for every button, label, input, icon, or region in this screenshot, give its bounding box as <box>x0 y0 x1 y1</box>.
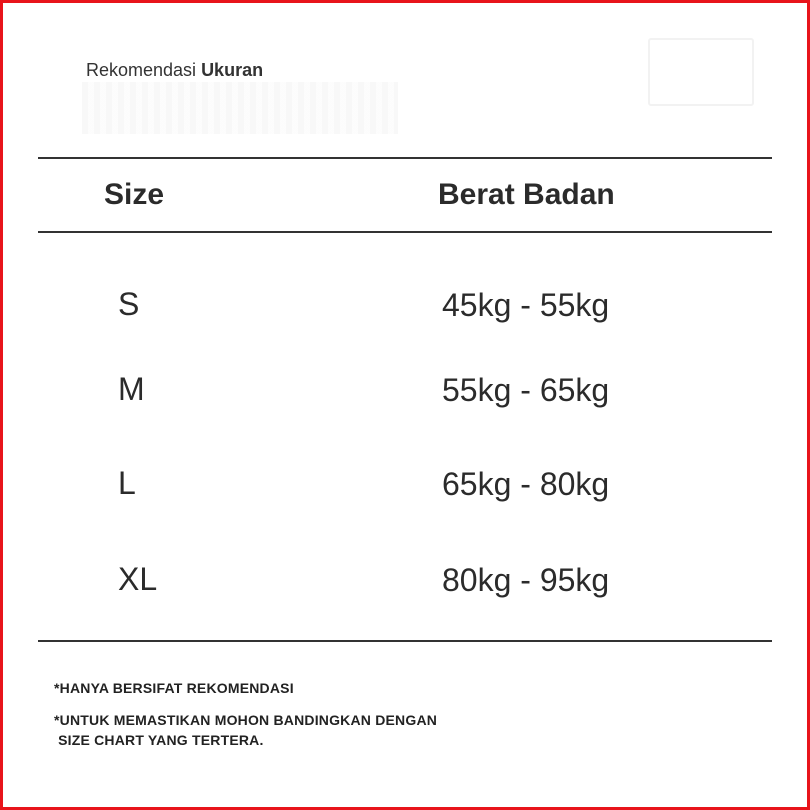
note-compare-size-chart: *UNTUK MEMASTIKAN MOHON BANDINGKAN DENGAN SIZE CHART YANG TERTERA. <box>54 712 438 748</box>
size-cell-s: S <box>118 286 140 322</box>
column-header-weight: Berat Badan <box>438 178 615 211</box>
weight-cell-s: 45kg - 55kg <box>442 287 610 323</box>
size-cell-m: M <box>118 371 145 407</box>
title-normal: Rekomendasi <box>86 60 202 80</box>
table-top-rule <box>38 157 772 159</box>
weight-cell-l: 65kg - 80kg <box>442 466 610 502</box>
faded-brand-image <box>82 82 398 134</box>
weight-cell-xl: 80kg - 95kg <box>442 562 610 598</box>
page-title <box>86 60 263 81</box>
header-bottom-rule <box>38 231 772 233</box>
size-cell-xl: XL <box>118 561 158 597</box>
table-bottom-rule <box>38 640 772 642</box>
column-header-size: Size <box>104 178 165 211</box>
size-cell-l: L <box>118 465 136 501</box>
note-recommendation: *HANYA BERSIFAT REKOMENDASI <box>54 680 294 696</box>
faded-logo-image <box>648 38 754 106</box>
weight-cell-m: 55kg - 65kg <box>442 372 610 408</box>
title-bold: Ukuran <box>201 60 264 80</box>
